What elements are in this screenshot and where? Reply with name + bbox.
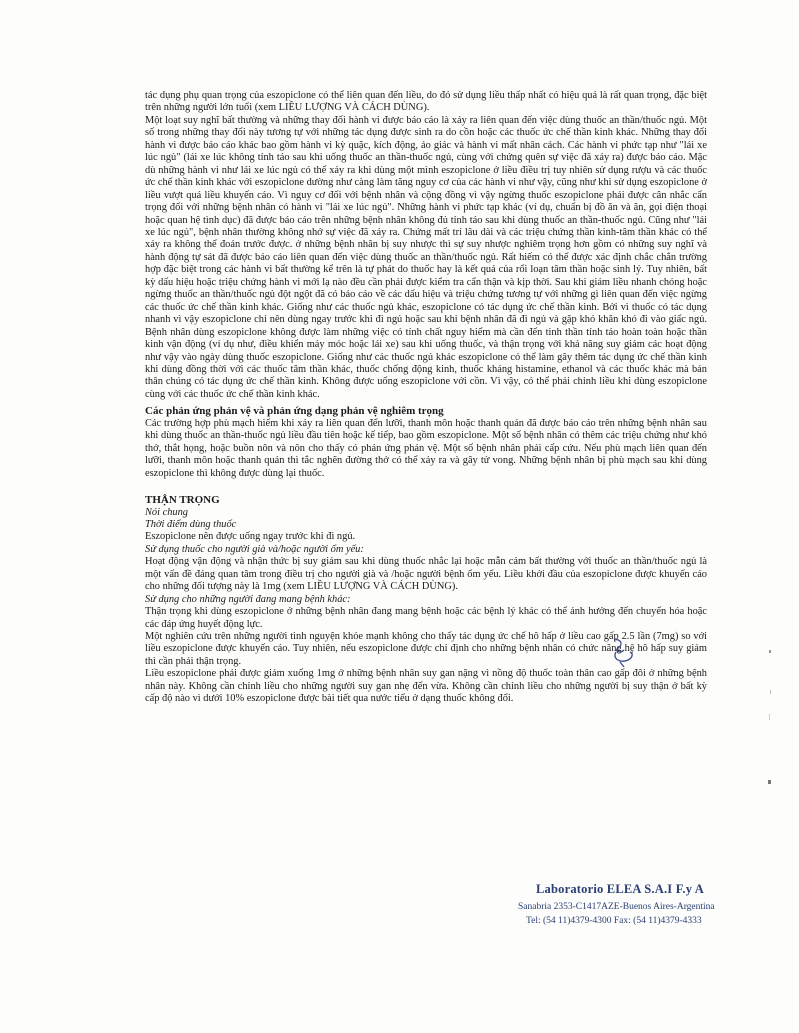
paragraph-abnormal-thinking: Một loạt suy nghĩ bất thường và những thay đổi hành vi được báo cáo là xảy ra liên quan đến việc dùng thuốc an thần/thuốc ngủ. Một số trong những thay đổi này tương tự với những tác dụng được sinh ra do cồn hoặc các thuốc ức chế thần kinh khác. Những thay đổi hành vi được báo cáo khác bao gồm hành vi kỳ quặc, kích động, ảo giác và hành vi mất nhân cách. Các hành vi phức tạp như "lái xe lúc ngủ" (lái xe lúc không tỉnh táo sau khi uống thuốc an thần-thuốc ngủ, cùng với chứng quên sự việc đã xảy ra) được báo cáo. Mặc dù những hành vi như lái xe lúc ngủ có thể xảy ra khi dùng một mình eszopiclone ở liều điều trị tuy nhiên sử dụng rượu và các thuốc ức chế thần kinh khác với eszopiclone dường như càng làm tăng nguy cơ của các hành vi như vậy, cũng như khi sử dụng eszopiclone ở liều vượt quá liều khuyến cáo. Vì nguy cơ đối với bệnh nhân và cộng đồng vì vậy ngừng thuốc eszopiclone phải được cân nhắc cẩn trọng đối với những bệnh nhân có hành vi "lái xe lúc ngủ". Những hành vi phức tạp khác (ví dụ, chuẩn bị đồ ăn và ăn, gọi điện thoại hoặc quan hệ tình dục) đã được báo cáo trên những bệnh nhân không đủ tỉnh táo sau khi dùng thuốc an thần-thuốc ngủ. Cũng như "lái xe lúc ngủ", bệnh nhân thường không nhớ sự việc đã xảy ra. Chứng mất trí lâu dài và các triệu chứng thần kinh-tâm thần khác có thể xảy ra không thể đoán trước được. ở những bệnh nhân bị suy nhược thì sự suy nhược nghiêm trọng hơn gồm có những suy nghĩ và hành động tự sát đã được báo cáo liên quan đến việc dùng thuốc an thần/thuốc ngủ. Rất hiếm có thể được xác định chắc chắn trường hợp đặc biệt trong các hành vi bất thường kể trên là tự phát do thuốc hay là kết quả của rối loạn tâm thần hoặc sinh lý. Tuy nhiên, bất kỳ dấu hiệu hoặc triệu chứng hành vi mới lạ nào đều cần phải được kiểm tra cẩn thận và kịp thời. Sau khi giảm liều nhanh chóng hoặc ngừng thuốc an thần/thuốc ngủ đột ngột đã có báo cáo về các dấu hiệu và triệu chứng tương tự với những gì liên quan đến việc ngừng các thuốc ức chế thần kinh khác. Giống như các thuốc ngủ khác, eszopiclone có tác dụng ức chế thần kinh. Bởi vì thuốc có tác dụng nhanh vì vậy eszopiclone chỉ nên dùng ngay trước khi đi ngủ hoặc sau khi bệnh nhân đã đi ngủ và gặp khó khăn khó đi vào giấc ngủ. Bệnh nhân dùng eszopiclone không được làm những việc có tính chất nguy hiểm mà cần đến tinh thần tỉnh táo hoàn toàn hoặc thần kinh vận động (ví dụ như, điều khiển máy móc hoặc lái xe) sau khi uống thuốc, và thận trọng với khả năng suy giảm các hoạt động như vậy vào ngày dùng thuốc eszopiclone. Giống như các thuốc ngủ khác eszopiclone có thể làm gây thêm tác dụng ức chế thần kinh khi dùng đồng thời với các thuốc tâm thần khác, thuốc chống động kinh, thuốc kháng histamine, ethanol và các thuốc khác mà bản thân chúng có tác dụng ức chế thần kinh. Không được uống eszopiclone với cồn. Vì vậy, có thể phải chỉnh liều khi dùng eszopiclone cùng với các thuốc ức chế thần kinh khác. [145, 114, 707, 400]
paragraph-concomitant-illness: Thận trọng khi dùng eszopiclone ở những bệnh nhân đang mang bệnh hoặc các bệnh lý khác có thể ảnh hưởng đến chuyển hóa hoặc các đáp ứng huyết động lực. [145, 606, 707, 630]
laboratory-phone: Tel: (54 11)4379-4300 Fax: (54 11)4379-4333 [526, 916, 702, 926]
section-heading-precautions: THẬN TRỌNG [145, 494, 220, 507]
subheading-elderly: Sử dụng thuốc cho người già và/hoặc người ốm yếu: [145, 543, 364, 555]
paragraph-respiratory: Một nghiên cứu trên những người tình nguyện khỏe mạnh không cho thấy tác dụng ức chế hô hấp ở liều cao gấp 2.5 lần (7mg) so với liều eszopiclone được khuyến cáo. Tuy nhiên, nếu eszopiclone được chỉ định cho những bệnh nhân có chức năng hệ hô hấp suy giảm thì cần phải thận trọng. [145, 631, 707, 667]
paragraph-elderly: Hoạt động vận động và nhận thức bị suy giảm sau khi dùng thuốc nhắc lại hoặc mẫn cảm bất thường với thuốc an thần/thuốc ngủ là một vấn đề đáng quan tâm trong điều trị cho người già và /hoặc người bệnh ốm yếu. Liều khởi đầu của eszopiclone được khuyến cáo cho những đối tượng này là 1mg (xem LIỀU LƯỢNG VÀ CÁCH DÙNG). [145, 556, 707, 593]
subheading-general: Nói chung [145, 506, 189, 518]
subheading-concomitant-illness: Sử dụng cho những người đang mang bệnh khác: [145, 593, 351, 605]
laboratory-address: Sanabria 2353-C1417AZE-Buenos Aires-Argentina [518, 902, 715, 912]
subheading-timing: Thời điểm dùng thuốc [145, 518, 237, 530]
paragraph-timing: Eszopiclone nên được uống ngay trước khi đi ngủ. [145, 531, 356, 543]
paragraph-dose-importance: tác dụng phụ quan trọng của eszopiclone có thể liên quan đến liều, do đó sử dụng liều thấp nhất có hiệu quả là rất quan trọng, đặc biệt trên những người lớn tuổi (xem LIỀU LƯỢNG VÀ CÁCH DÙNG). [145, 90, 707, 114]
section-heading-anaphylaxis: Các phản ứng phản vệ và phản ứng dạng phản vệ nghiêm trọng [145, 405, 444, 418]
document-body [145, 90, 707, 706]
margin-marks [760, 640, 780, 820]
paragraph-angioedema: Các trường hợp phù mạch hiếm khi xảy ra liên quan đến lưỡi, thanh môn hoặc thanh quản đã được báo cáo trên những bệnh nhân sau khi dùng thuốc an thần-thuốc ngủ liều đầu tiên hoặc kế tiếp, bao gồm eszopiclone. Một số bệnh nhân có thêm các triệu chứng như khó thở, thắt họng, hoặc buồn nôn và nôn cho thấy có phản ứng phản vệ. Một số bệnh nhân phải cấp cứu. Nếu phù mạch liên quan đến lưỡi, thanh môn hoặc thanh quản thì tắc nghẽn đường thở có thể xảy ra và gây tử vong. Những bệnh nhân bị phù mạch sau khi dùng eszopiclone thì không được dùng lại thuốc. [145, 417, 707, 479]
paragraph-hepatic-renal: Liều eszopiclone phải được giảm xuống 1mg ở những bệnh nhân suy gan nặng vì nồng độ thuốc toàn thân cao gấp đôi ở những bệnh nhân này. Không cần chỉnh liều cho những người suy gan nhẹ đến vừa. Không cần chỉnh liều cho những người bị suy thận ở bất kỳ cấp độ nào vì dưới 10% eszopiclone được bài tiết qua nước tiểu ở dạng thuốc không đổi. [145, 668, 707, 705]
laboratory-stamp [518, 882, 738, 926]
handwritten-signature [606, 636, 640, 668]
laboratory-name: Laboratorio ELEA S.A.I F.y A [536, 882, 705, 896]
